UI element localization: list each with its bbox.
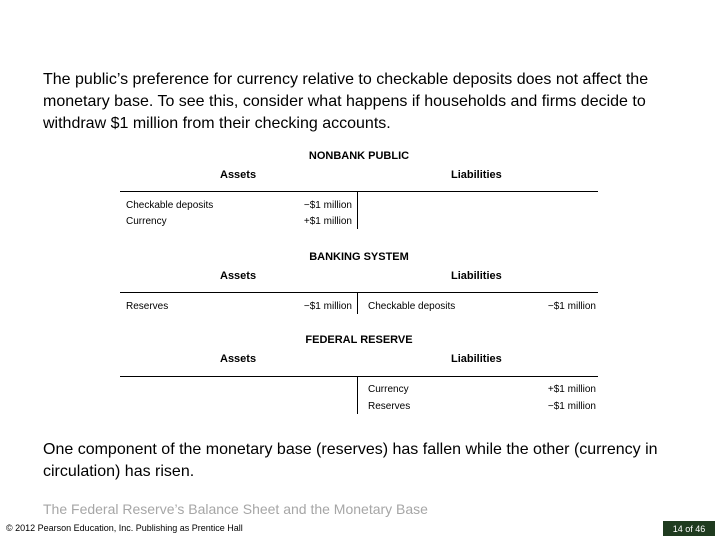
liabilities-header: Liabilities	[451, 353, 502, 365]
liability-amount: +$1 million	[547, 384, 596, 395]
page-number-badge: 14 of 46	[663, 521, 715, 536]
slide-footer-title: The Federal Reserve’s Balance Sheet and the Monetary Base	[43, 501, 428, 517]
liability-item: Checkable deposits	[368, 301, 456, 312]
t-account-federal-reserve	[120, 332, 598, 414]
t-account-rule	[120, 191, 598, 192]
copyright-notice: © 2012 Pearson Education, Inc. Publishing as Prentice Hall	[6, 523, 243, 533]
asset-item: Checkable deposits	[126, 200, 214, 211]
assets-header: Assets	[220, 353, 257, 365]
t-account-divider	[357, 191, 358, 229]
liabilities-header: Liabilities	[451, 169, 502, 181]
liability-amount: −$1 million	[547, 301, 596, 312]
t-account-rule	[120, 292, 598, 293]
t-account-title: NONBANK PUBLIC	[308, 150, 410, 162]
assets-header: Assets	[220, 270, 257, 282]
t-account-banking-system	[120, 249, 598, 315]
t-account-divider	[357, 376, 358, 414]
liability-amount: −$1 million	[547, 401, 596, 412]
t-account-nonbank-public	[120, 148, 598, 230]
asset-item: Currency	[126, 216, 167, 227]
assets-header: Assets	[220, 169, 257, 181]
liability-item: Reserves	[368, 401, 411, 412]
t-account-divider	[357, 292, 358, 314]
t-account-title: BANKING SYSTEM	[309, 251, 409, 263]
asset-amount: +$1 million	[303, 216, 352, 227]
intro-paragraph: The public’s preference for currency relative to checkable deposits does not affect the monetary base. To see this, consider what happens if households and firms decide to withdraw $1 million from their checking accounts.	[43, 71, 649, 132]
liabilities-header: Liabilities	[451, 270, 502, 282]
t-account-title: FEDERAL RESERVE	[305, 334, 413, 346]
asset-item: Reserves	[126, 301, 169, 312]
asset-amount: −$1 million	[303, 200, 352, 211]
asset-amount: −$1 million	[303, 301, 352, 312]
t-account-rule	[120, 376, 598, 377]
liability-item: Currency	[368, 384, 409, 395]
conclusion-paragraph: One component of the monetary base (reserves) has fallen while the other (currency in circulation) has risen.	[43, 441, 658, 480]
